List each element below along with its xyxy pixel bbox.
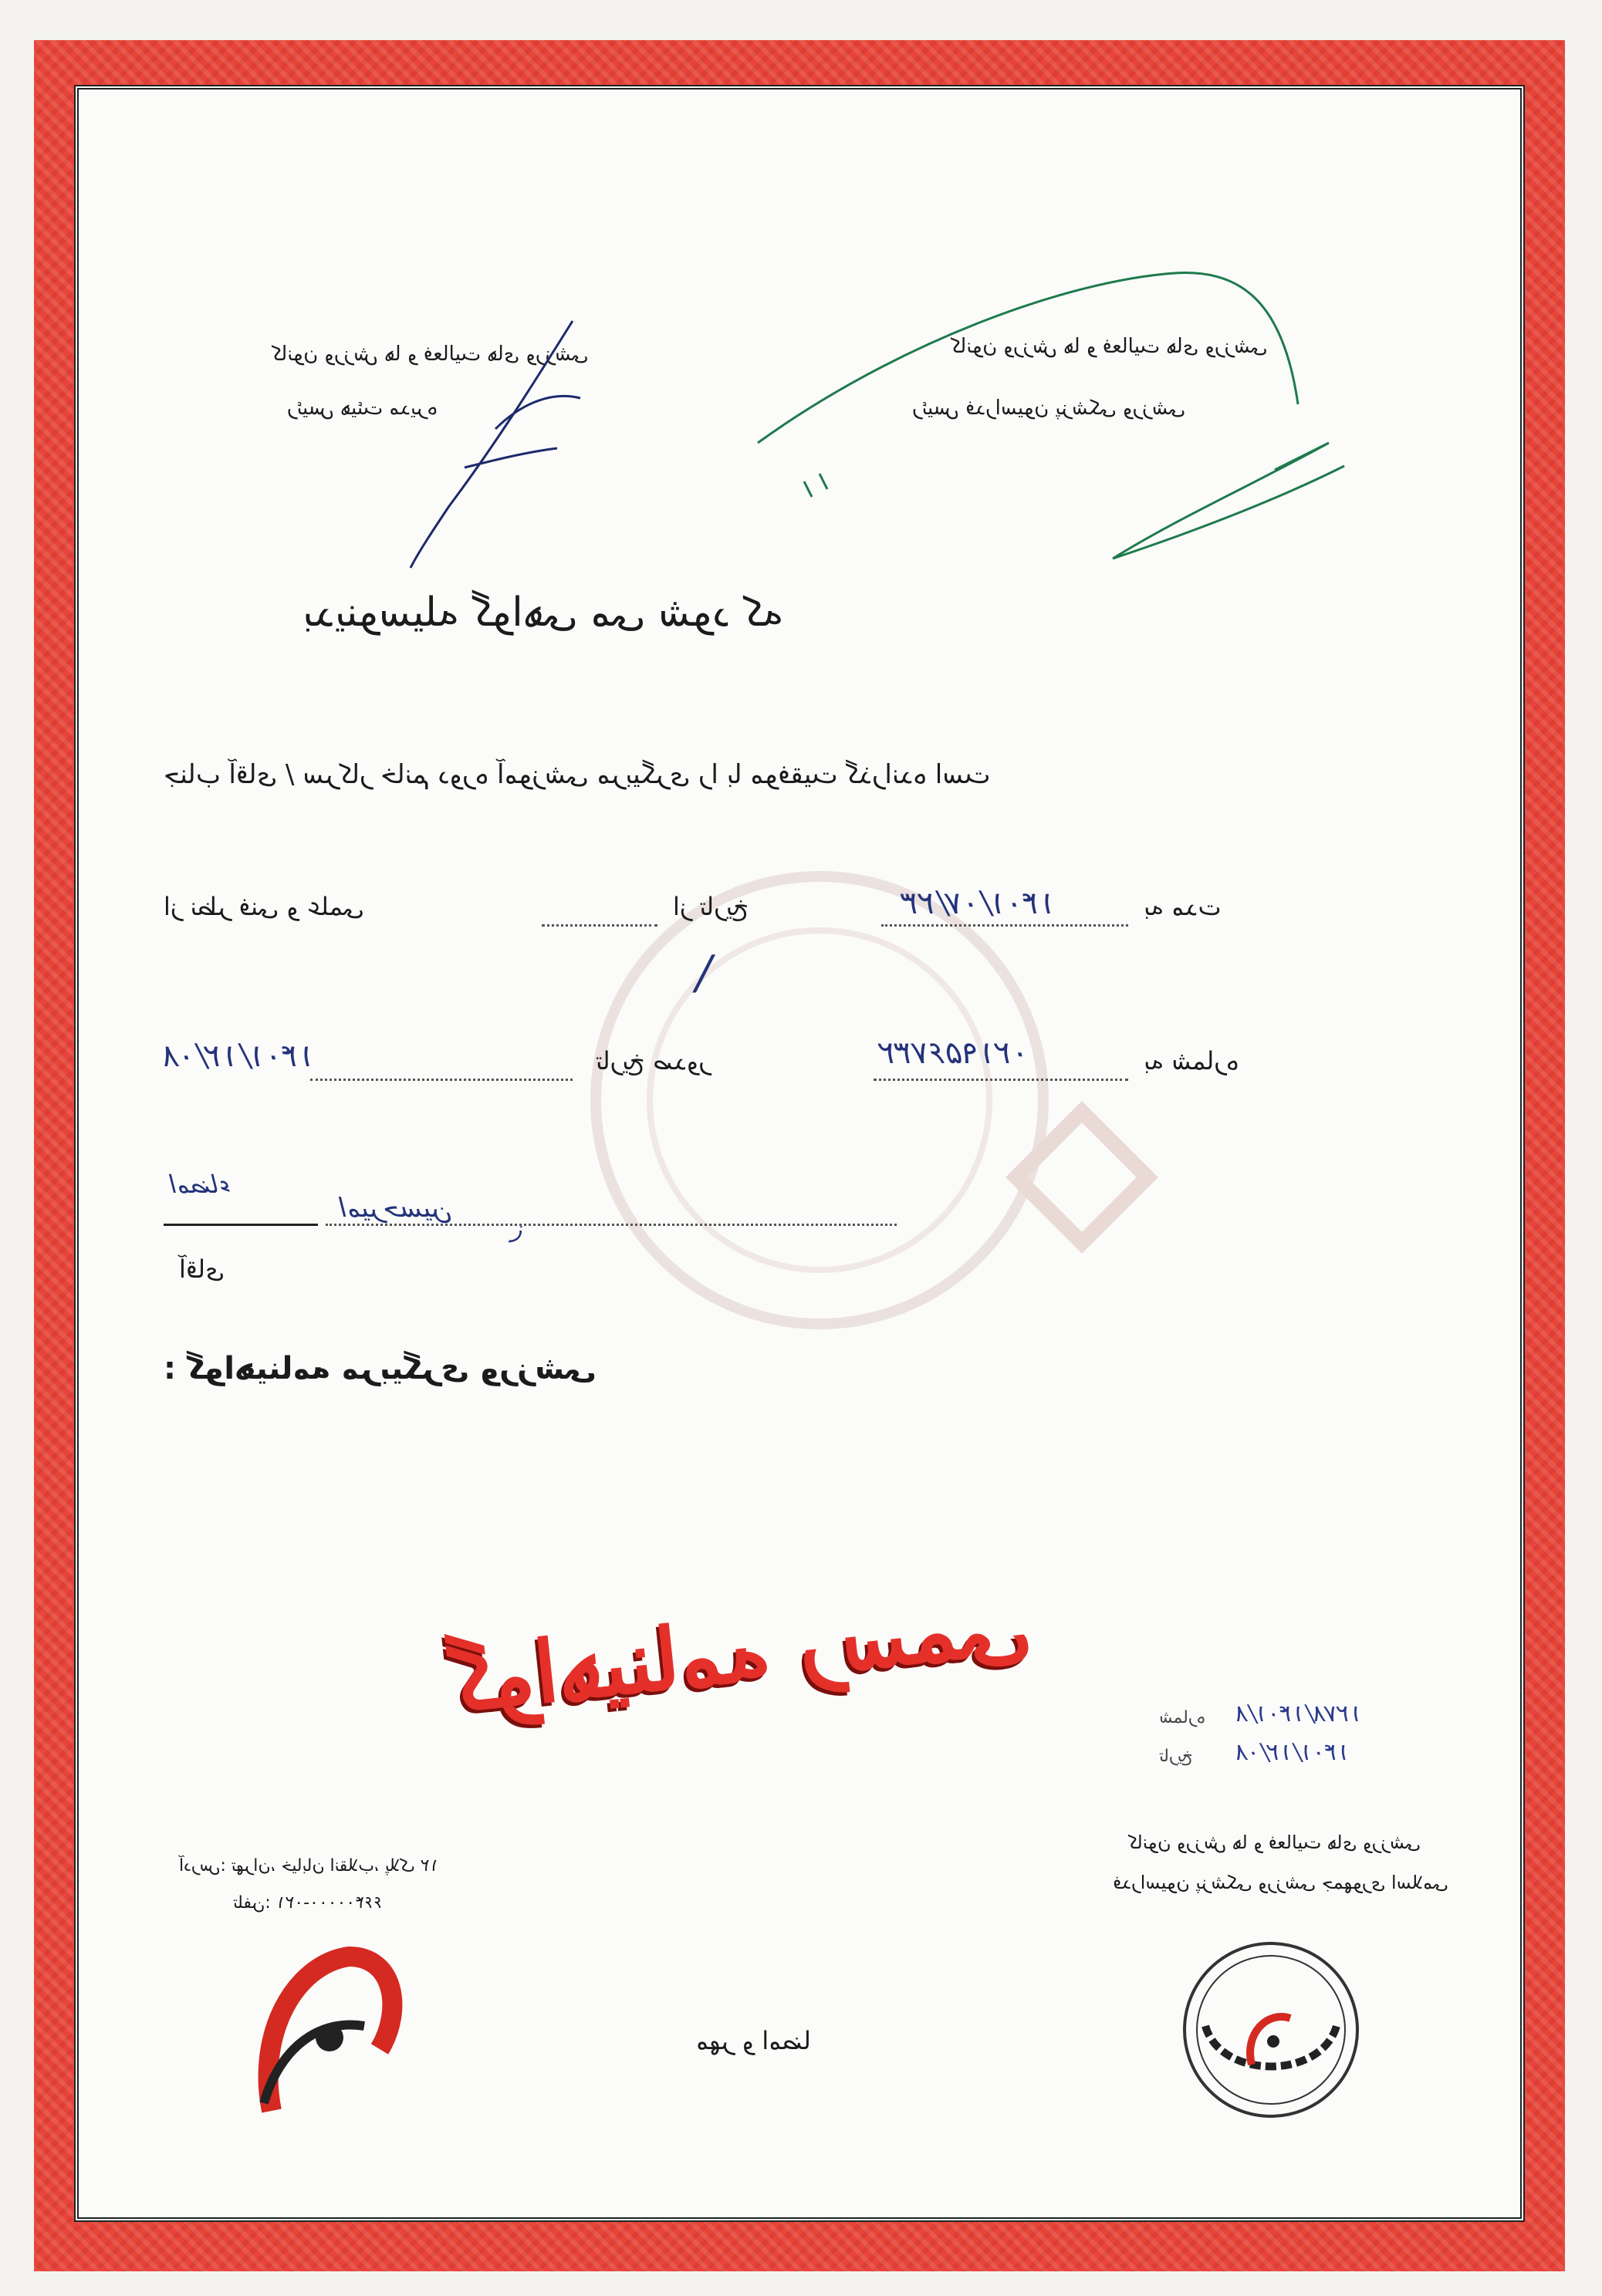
line2-handwritten-date: ۱۴۰۱/۰۷/۲۳ [904,886,1058,921]
issue-number-label: شماره [1159,1708,1206,1727]
number-dotted-line [874,1079,1128,1081]
body-line2-end: از نظر فنی و علمی [164,892,364,921]
footer-right-org-1: کانون ورزش ها و فعالیت های ورزشی [1128,1832,1421,1853]
body-line-1: جناب آقای / سرکار خانم دوره آموزشی مربیگری را با موفقیت گذرانده است [164,759,991,790]
left-signatory-org: کانون ورزش ها و فعالیت های ورزشی [272,343,589,366]
right-signatory-title: رئیس فدراسیون پزشکی ورزشی [912,397,1186,420]
signature-box-hand: امضاء [171,1170,232,1199]
line2-handwritten-mark: / [696,946,712,1000]
line4-handwritten-mark: ز [511,1216,522,1243]
left-signatory-title: رئیس هیئت مدیره [287,397,438,420]
stamp-heading: گواهینامه مربیگری ورزشی : [164,1351,597,1386]
watermark-diamond-icon [1005,1100,1159,1254]
body-line3-label-b: تاریخ صدور [596,1046,711,1075]
watermark-seal [573,853,1066,1347]
issue-number-value: ۱۲۷۸/۱۴۰۱/۸ [1236,1700,1364,1727]
body-line2-label-a: به مدت [1144,892,1222,921]
footer-left-line-2: تلفن: ۰۲۱-۶۶۴۰۰۰۰۰ [233,1893,383,1913]
date-dotted-line [881,924,1128,927]
signature-box-label: آقای [179,1254,225,1284]
main-title: گواهینامه رسمی [445,1571,1036,1732]
line4-handwritten-name: امیرحسین [341,1193,453,1224]
name-dotted-line [326,1224,897,1226]
line3-handwritten-number: ۰۲۱۹۵۶۷۳۲ [881,1035,1031,1071]
body-line3-label-a: به شماره [1144,1046,1239,1075]
certificate-heading: بدینوسیله گواهی می شود که [302,589,784,636]
official-seal-stamp [1174,1933,1367,2126]
signature-box-divider [164,1224,318,1226]
right-signature [742,265,1375,574]
right-signatory-org: کانون ورزش ها و فعالیت های ورزشی [951,335,1268,358]
federation-logo-icon [248,1941,403,2119]
duration-dotted-line [542,924,657,927]
issue-date-value: ۱۴۰۱/۱۲/۰۸ [1236,1739,1352,1766]
issue-date-label: تاریخ [1159,1747,1193,1766]
certificate-paper [74,85,1525,2222]
footer-center-text: مهر و امضا [696,2026,811,2055]
line3-handwritten-date: ۱۴۰۱/۱۲/۰۸ [164,1038,317,1074]
body-line2-label-b: از تاریخ [673,892,749,921]
left-signature [403,313,588,576]
issue-date-dotted-line [310,1079,573,1081]
footer-right-org-2: فدراسیون پزشکی ورزشی جمهوری اسلامی [1113,1872,1448,1893]
footer-left-line-1: آدرس: تهران، خیابان انقلاب، پلاک ۱۲ [179,1856,439,1876]
